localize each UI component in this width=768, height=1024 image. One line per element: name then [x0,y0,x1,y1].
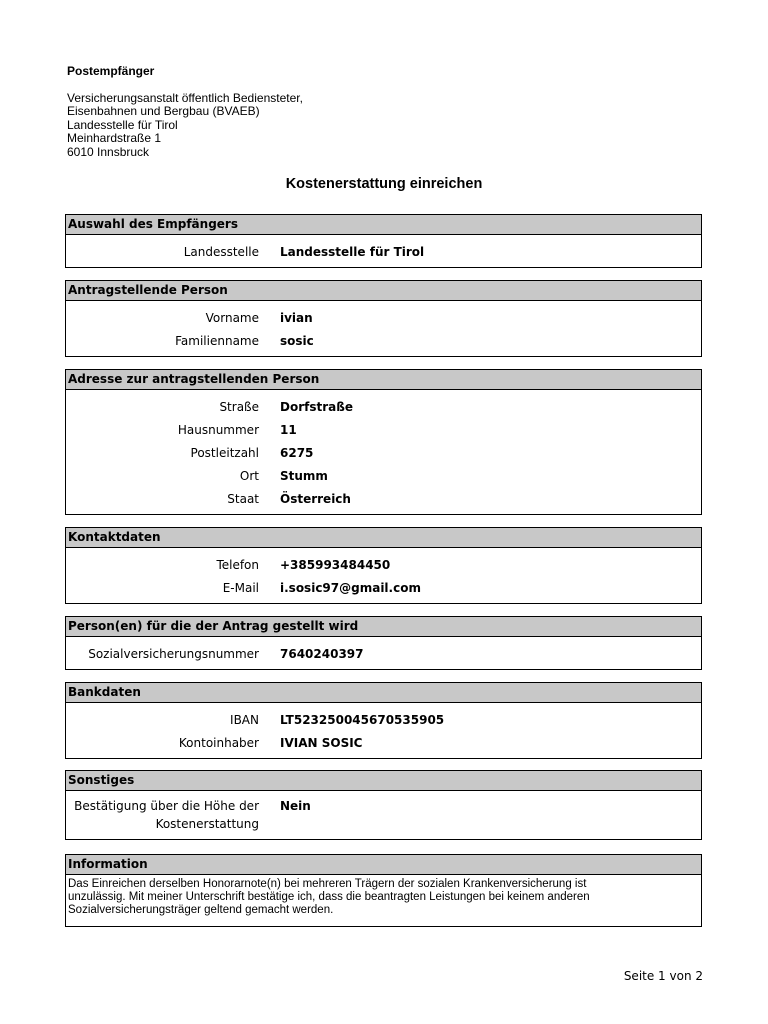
field-value: Landesstelle für Tirol [280,244,425,259]
section-header: Person(en) für die der Antrag gestellt wird [66,617,701,637]
section-header: Auswahl des Empfängers [66,215,701,235]
field-row-postleitzahl [66,441,701,464]
field-label: Staat [227,491,259,506]
section-header: Sonstiges [66,771,701,791]
field-value: LT523250045670535905 [280,712,445,727]
section-header: Adresse zur antragstellenden Person [66,370,701,390]
field-label: IBAN [230,712,259,727]
field-value: Stumm [280,468,328,483]
field-value: +385993484450 [280,557,391,572]
field-value: 6275 [280,445,314,460]
field-row-vorname [66,306,701,329]
page-number: Seite 1 von 2 [623,969,703,983]
field-row-telefon [66,553,701,576]
field-row-email [66,576,701,599]
field-value: 11 [280,422,297,437]
section-sonstiges [65,770,702,840]
document-title: Kostenerstattung einreichen [285,176,483,192]
field-label: Vorname [205,310,259,325]
field-label: Ort [239,468,259,483]
field-row-kontoinhaber [66,731,701,754]
field-value: sosic [280,333,314,348]
field-label-line: Kostenerstattung [155,817,259,831]
field-label: Familienname [175,333,259,348]
information-text [66,875,701,926]
field-label: Postleitzahl [190,445,259,460]
field-value: Nein [280,799,311,813]
field-row-bestaetigung [66,796,701,833]
field-value: ivian [280,310,313,325]
information-line: Das Einreichen derselben Honorarnote(n) bei mehreren Trägern der sozialen Krankenversicherung ist [68,878,587,890]
field-label: Landesstelle [183,244,259,259]
section-empfaenger [65,214,702,268]
field-label-line: Bestätigung über die Höhe der [74,799,259,813]
recipient-line: Versicherungsanstalt öffentlich Bediensteter, [67,90,303,105]
information-line: Sozialversicherungsträger geltend gemacht werden. [68,904,334,916]
field-label: E-Mail [222,580,259,595]
field-row-staat [66,487,701,510]
field-value: i.sosic97@gmail.com [280,580,421,595]
recipient-line: 6010 Innsbruck [67,144,150,159]
field-label: Kontoinhaber [178,735,259,750]
recipient-title: Postempfänger [67,64,155,78]
field-row-strasse [66,395,701,418]
section-information [65,854,702,927]
section-person [65,280,702,357]
field-label: Telefon [216,557,259,572]
recipient-line: Meinhardstraße 1 [67,131,162,145]
field-row-iban [66,708,701,731]
field-row-svnr [66,642,701,665]
section-header: Information [66,855,701,875]
section-adresse [65,369,702,515]
information-line: unzulässig. Mit meiner Unterschrift bestätige ich, dass die beantragten Leistungen bei keinem anderen [68,891,590,903]
field-value: IVIAN SOSIC [280,735,363,750]
recipient-line: Landesstelle für Tirol [67,117,178,132]
field-value: 7640240397 [280,646,364,661]
field-row-ort [66,464,701,487]
section-bank [65,682,702,759]
field-row-hausnummer [66,418,701,441]
section-header: Antragstellende Person [66,281,701,301]
section-kontakt [65,527,702,604]
recipient-line: Eisenbahnen und Bergbau (BVAEB) [67,104,260,118]
recipient-address [67,65,303,159]
field-label: Sozialversicherungsnummer [88,646,259,661]
section-versicherte [65,616,702,670]
section-header: Bankdaten [66,683,701,703]
field-row-familienname [66,329,701,352]
field-label [66,797,259,833]
field-label: Hausnummer [177,422,259,437]
section-header: Kontaktdaten [66,528,701,548]
field-value: Österreich [280,491,351,506]
field-label: Straße [219,399,259,414]
field-row-landesstelle [66,240,701,263]
field-value: Dorfstraße [280,399,354,414]
